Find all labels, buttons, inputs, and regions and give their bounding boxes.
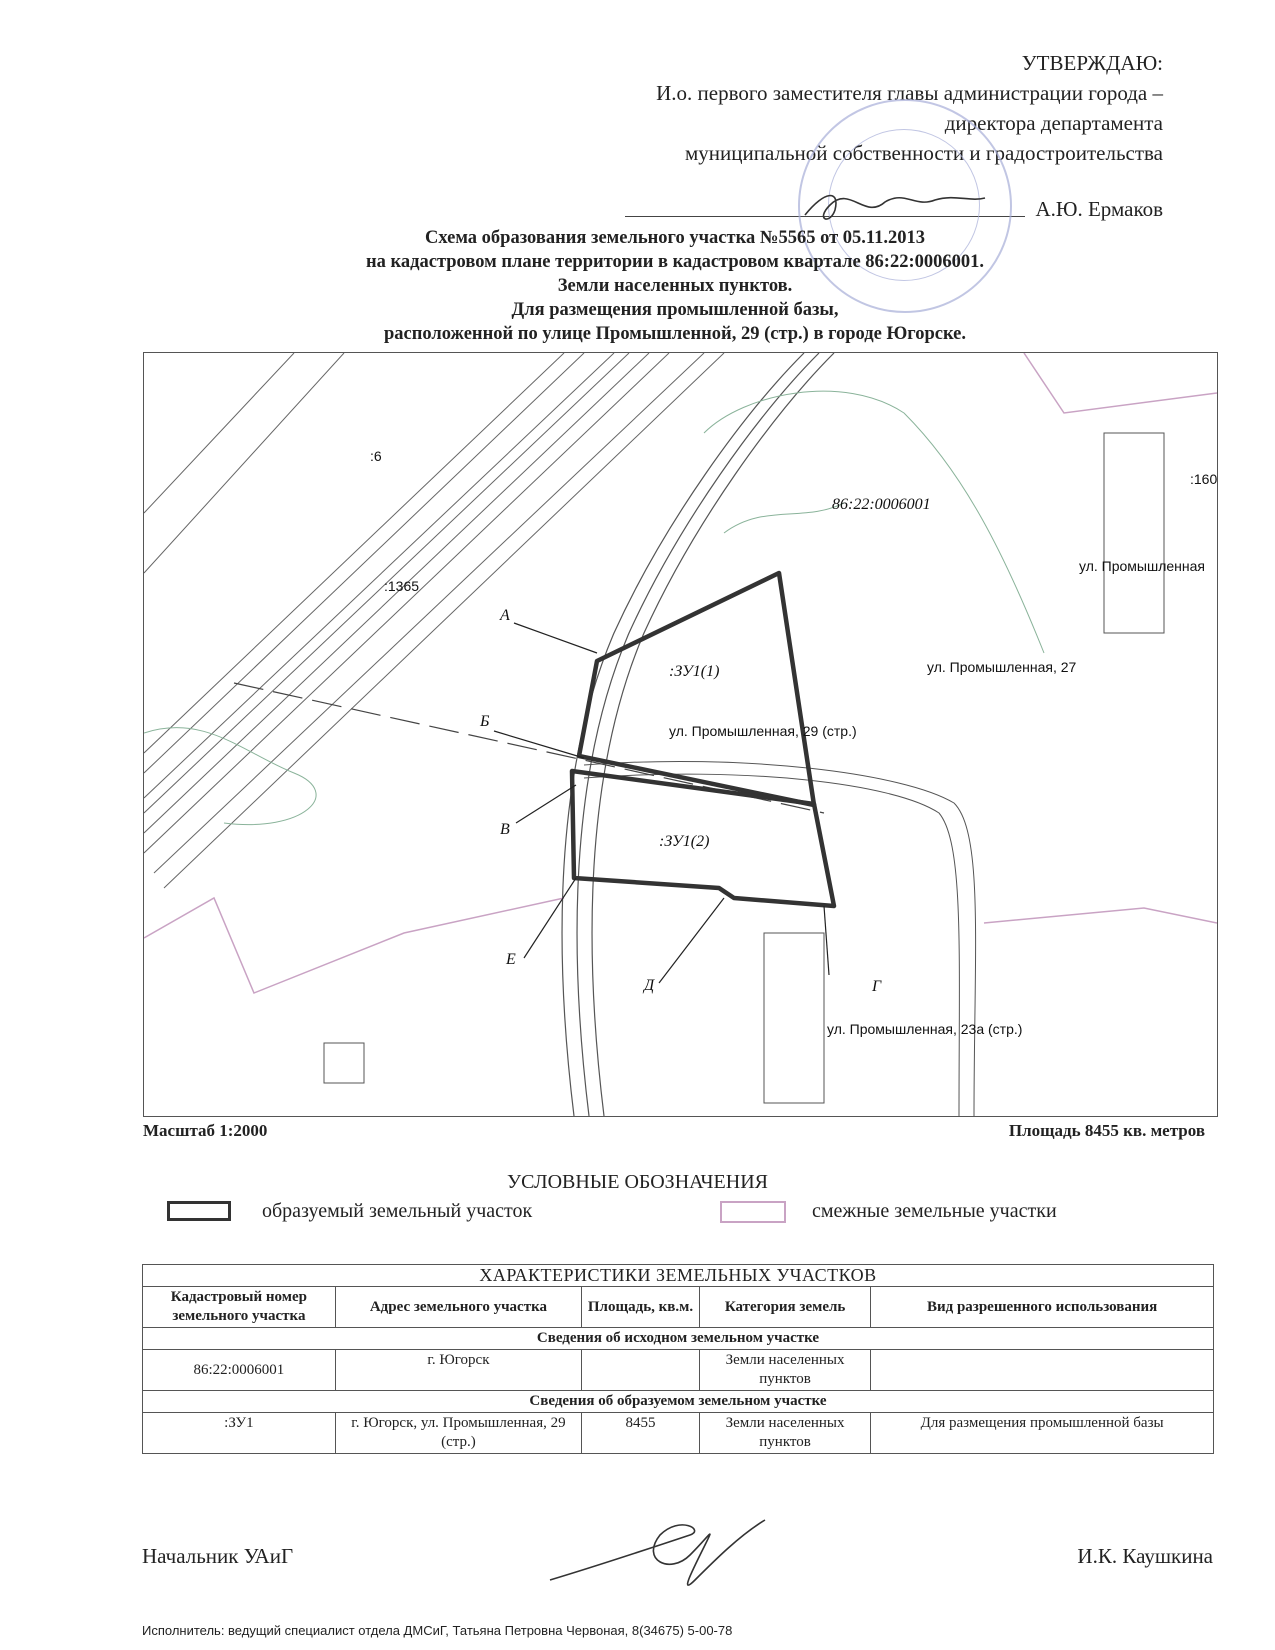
legend-formed-label: образуемый земельный участок (262, 1200, 533, 1222)
cadastral-map (143, 352, 1218, 1117)
table-cell (582, 1350, 700, 1391)
document-title (140, 226, 1210, 346)
legend-formed-swatch (167, 1201, 231, 1221)
table-header: Площадь, кв.м. (582, 1287, 700, 1328)
map-label-1365: :1365 (384, 578, 420, 594)
table-cell: Земли населенных пунктов (699, 1350, 870, 1391)
map-street-27: ул. Промышленная, 27 (927, 659, 1077, 675)
map-area: Площадь 8455 кв. метров (1008, 1121, 1205, 1140)
title-line1: Схема образования земельного участка №5565 от 05.11.2013 (424, 228, 926, 248)
map-street-top: ул. Промышленная (1079, 558, 1205, 574)
map-scale: Масштаб 1:2000 (143, 1121, 268, 1140)
table-caption: ХАРАКТЕРИСТИКИ ЗЕМЕЛЬНЫХ УЧАСТКОВ (143, 1265, 1214, 1287)
map-point-e: Е (506, 951, 516, 968)
legend-adjacent-label: смежные земельные участки (812, 1200, 1057, 1222)
title-line5: расположенной по улице Промышленной, 29 (стр.) в городе Югорске. (383, 324, 967, 344)
map-point-v: В (500, 821, 510, 838)
map-parcel2-label: :ЗУ1(2) (659, 833, 710, 850)
title-line3: Земли населенных пунктов. (557, 276, 793, 296)
table-cell: 86:22:0006001 (143, 1350, 336, 1391)
legend-adjacent-swatch (720, 1201, 786, 1223)
table-header: Кадастровый номер земельного участка (143, 1287, 336, 1328)
chief-name: И.К. Каушкина (1077, 1544, 1213, 1568)
map-label-160: :160 (1190, 471, 1218, 487)
approval-line2: директора департамента (944, 111, 1163, 135)
characteristics-table (142, 1264, 1214, 1454)
map-point-d: Д (644, 977, 655, 994)
table-header-row (143, 1287, 1214, 1328)
table-cell: Земли населенных пунктов (699, 1413, 870, 1454)
map-street-23a: ул. Промышленная, 23а (стр.) (827, 1021, 1023, 1037)
table-cell (871, 1350, 1214, 1391)
map-point-a: А (500, 607, 510, 624)
approval-signer: А.Ю. Ермаков (1035, 197, 1163, 221)
map-parcel1-label: :ЗУ1(1) (669, 663, 720, 680)
title-line4: Для размещения промышленной базы, (511, 300, 839, 320)
legend-title: УСЛОВНЫЕ ОБОЗНАЧЕНИЯ (507, 1171, 768, 1193)
approval-heading: УТВЕРЖДАЮ: (1021, 51, 1163, 75)
title-line2: на кадастровом плане территории в кадастровом квартале 86:22:0006001. (365, 252, 985, 272)
table-row (143, 1350, 1214, 1391)
approval-signature-icon (795, 180, 995, 230)
table-cell: Для размещения промышленной базы (871, 1413, 1214, 1454)
map-street-29: ул. Промышленная, 29 (стр.) (669, 723, 857, 739)
table-header: Вид разрешенного использования (871, 1287, 1214, 1328)
chief-signature-icon (540, 1505, 770, 1595)
map-quarter-label: 86:22:0006001 (832, 496, 931, 513)
table-cell: :ЗУ1 (143, 1413, 336, 1454)
table-row (143, 1413, 1214, 1454)
table-header: Адрес земельного участка (335, 1287, 581, 1328)
approval-line1: И.о. первого заместителя главы администрации города – (656, 81, 1163, 105)
table-section-source: Сведения об исходном земельном участке (143, 1328, 1214, 1350)
map-point-g: Г (872, 978, 882, 995)
chief-title: Начальник УАиГ (142, 1544, 294, 1568)
table-cell: г. Югорск, ул. Промышленная, 29 (стр.) (335, 1413, 581, 1454)
table-cell: 8455 (582, 1413, 700, 1454)
approval-line3: муниципальной собственности и градостроительства (684, 141, 1163, 165)
table-cell: г. Югорск (335, 1350, 581, 1391)
map-point-b: Б (480, 713, 490, 730)
map-label-6: :6 (370, 448, 382, 464)
table-header: Категория земель (699, 1287, 870, 1328)
table-section-formed: Сведения об образуемом земельном участке (143, 1391, 1214, 1413)
executor-info: Исполнитель: ведущий специалист отдела ДМСиГ, Татьяна Петровна Червоная, 8(34675) 5-00-78 (142, 1623, 733, 1638)
